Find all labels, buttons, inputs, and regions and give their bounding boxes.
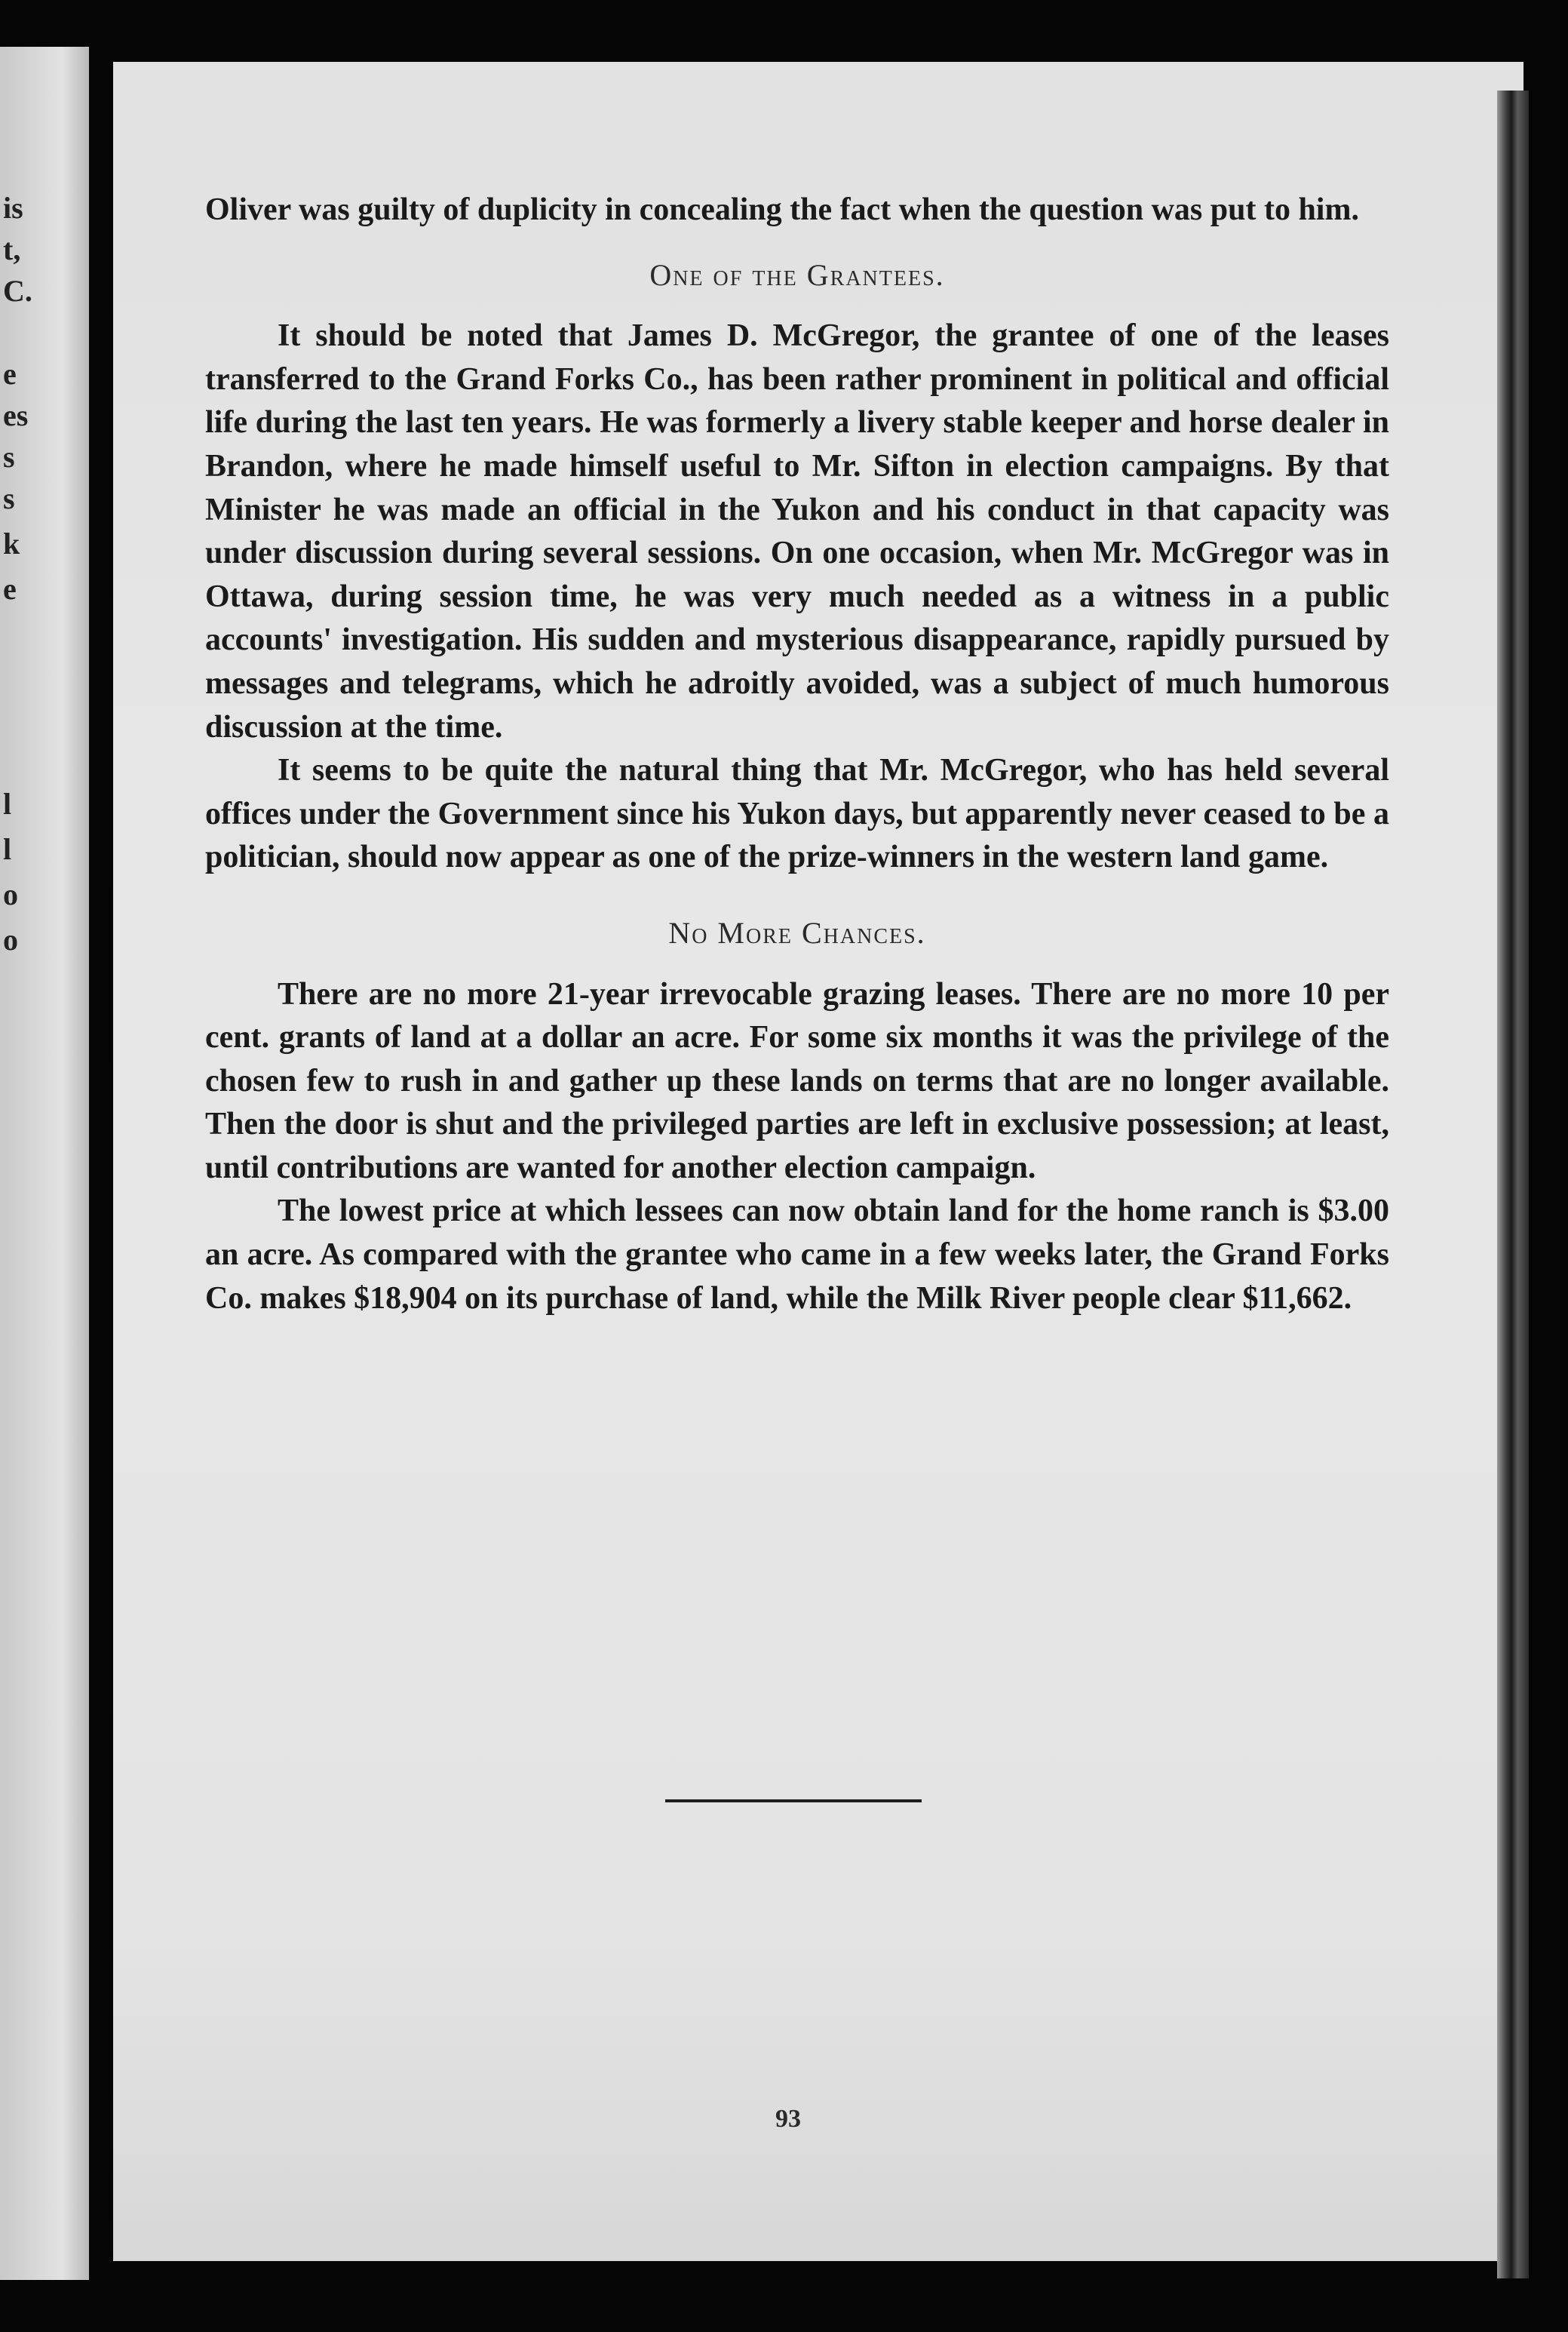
paragraph: There are no more 21-year irrevocable grazing leases. There are no more 10 per cent. grants of land at a dollar an acre. For some six months it was the privilege of the chosen few to rush in and gather up these lands on terms that are no longer available. Then the door is shut and the privileged parties are left in exclusive possession; at least, until contributions are wanted for another election campaign. [205, 976, 1389, 1185]
end-rule-divider [665, 1799, 922, 1802]
left-page-edge [0, 47, 89, 2280]
left-page-fragment: is [3, 191, 23, 225]
paragraph: The lowest price at which lessees can now obtain land for the home ranch is $3.00 an acre. As compared with the grantee who came in a few weeks later, the Grand Forks Co. makes $18,904 on its purchase of land, while the Milk River people clear $11,662. [205, 1194, 1389, 1316]
left-page-fragment: l [3, 787, 12, 821]
left-page-fragment: s [3, 440, 15, 474]
left-page-fragment: k [3, 527, 20, 561]
left-page-fragment: s [3, 481, 15, 515]
left-page-fragment: t, [3, 232, 21, 266]
paragraph: It should be noted that James D. McGregor, the grantee of one of the leases transferred to the Grand Forks Co., has been rather prominent in political and official life during the last ten years. He was formerly a livery stable keeper and horse dealer in Brandon, where he made himself useful to Mr. Sifton in election campaigns. By that Minister he was made an official in the Yukon and his conduct in that capacity was under discussion during several sessions. On one occasion, when Mr. McGregor was in Ottawa, during session time, he was very much needed as a witness in a public accounts' investigation. His sudden and mysterious disappearance, rapidly pursued by messages and telegrams, which he adroitly avoided, was a subject of much humorous discussion at the time. [205, 318, 1389, 745]
book-spine [1497, 91, 1529, 2278]
paragraph: It seems to be quite the natural thing that Mr. McGregor, who has held several offices under the Government since his Yukon days, but apparently never ceased to be a politician, should now appear as one of the prize-winners in the western land game. [205, 753, 1389, 875]
left-page-fragment: C. [3, 274, 32, 308]
left-page-fragment: e [3, 357, 17, 391]
left-page-fragment: o [3, 923, 18, 957]
section-heading-grantees: One of the Grantees. [649, 257, 945, 292]
paragraph-continuation: Oliver was guilty of duplicity in concealing the fact when the question was put to him. [205, 192, 1359, 227]
page-number: 93 [775, 2105, 801, 2133]
left-page-fragment: e [3, 572, 17, 606]
left-page-fragment: es [3, 398, 29, 432]
left-page-fragment: l [3, 832, 12, 866]
section-heading-no-more-chances: No More Chances. [668, 915, 926, 950]
left-page-fragment: o [3, 877, 18, 911]
page-body [205, 189, 1389, 1320]
